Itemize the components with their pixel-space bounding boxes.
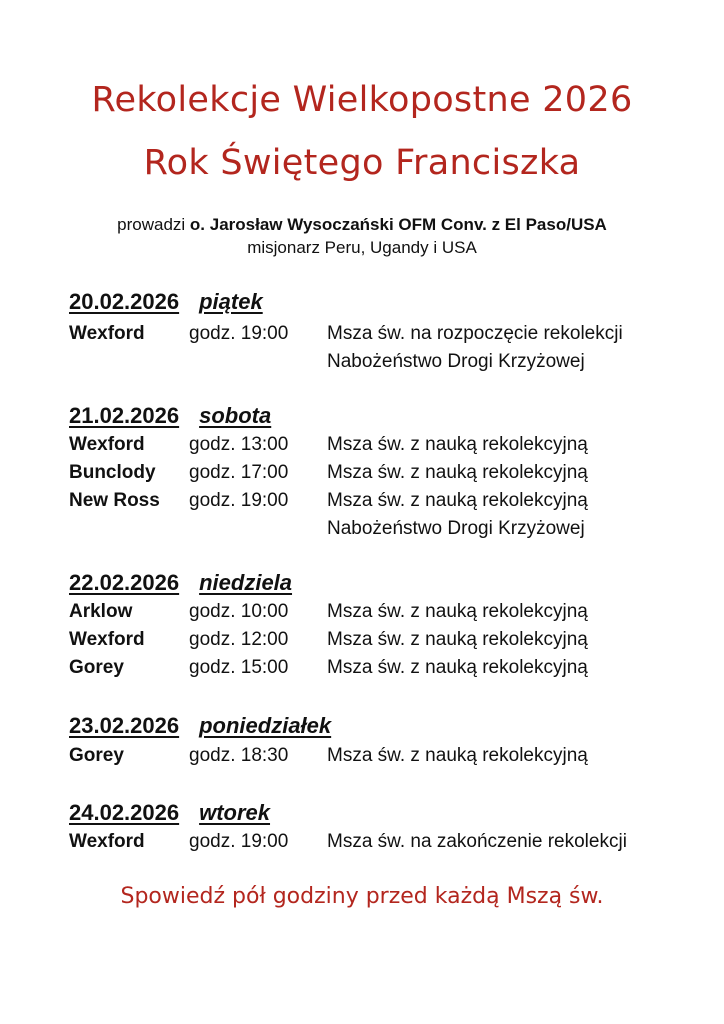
row-place: Arklow	[69, 601, 133, 622]
row-desc: Msza św. na rozpoczęcie rekolekcji	[327, 323, 623, 344]
day-weekday: sobota	[199, 403, 272, 428]
day-date: 23.02.2026	[69, 713, 180, 738]
day-date: 24.02.2026	[69, 800, 180, 825]
day-weekday: poniedziałek	[199, 713, 332, 738]
leader-prefix: prowadzi	[117, 215, 190, 234]
day-weekday: niedziela	[199, 570, 293, 595]
day-heading	[69, 713, 331, 739]
row-place: Wexford	[69, 434, 145, 455]
row-time: godz. 13:00	[189, 434, 289, 455]
schedule-row	[0, 657, 724, 683]
leader-line	[0, 215, 724, 235]
row-place: Gorey	[69, 745, 124, 766]
row-desc: Nabożeństwo Drogi Krzyżowej	[327, 351, 585, 372]
row-desc: Msza św. z nauką rekolekcyjną	[327, 462, 588, 483]
day-heading	[69, 570, 292, 596]
confession-note: Spowiedź pół godziny przed każdą Mszą św.	[120, 884, 604, 909]
day-date: 21.02.2026	[69, 403, 180, 428]
row-desc: Msza św. na zakończenie rekolekcji	[327, 831, 627, 852]
schedule-row	[0, 518, 724, 544]
schedule-row	[0, 490, 724, 516]
row-place: Bunclody	[69, 462, 156, 483]
day-heading	[69, 403, 271, 429]
row-desc: Nabożeństwo Drogi Krzyżowej	[327, 518, 585, 539]
leader-name: o. Jarosław Wysoczański OFM Conv. z El Paso/USA	[189, 215, 607, 234]
title-line-2: Rok Świętego Franciszka	[143, 143, 581, 183]
schedule-row	[0, 323, 724, 349]
row-desc: Msza św. z nauką rekolekcyjną	[327, 434, 588, 455]
row-desc: Msza św. z nauką rekolekcyjną	[327, 601, 588, 622]
row-place: Wexford	[69, 831, 145, 852]
day-heading	[69, 800, 270, 826]
row-desc: Msza św. z nauką rekolekcyjną	[327, 657, 588, 678]
row-time: godz. 19:00	[189, 831, 289, 852]
row-place: Wexford	[69, 323, 145, 344]
schedule-row	[0, 434, 724, 460]
title-line-1: Rekolekcje Wielkopostne 2026	[91, 80, 633, 120]
day-date: 22.02.2026	[69, 570, 180, 595]
day-date: 20.02.2026	[69, 289, 180, 314]
schedule-row	[0, 629, 724, 655]
row-time: godz. 12:00	[189, 629, 289, 650]
day-weekday: piątek	[199, 289, 263, 314]
day-weekday: wtorek	[199, 800, 271, 825]
row-place: Gorey	[69, 657, 124, 678]
leader-note: misjonarz Peru, Ugandy i USA	[247, 238, 477, 257]
schedule-row	[0, 745, 724, 771]
row-time: godz. 19:00	[189, 323, 289, 344]
schedule-row	[0, 462, 724, 488]
schedule-row	[0, 831, 724, 857]
row-time: godz. 10:00	[189, 601, 289, 622]
row-time: godz. 18:30	[189, 745, 289, 766]
row-time: godz. 17:00	[189, 462, 289, 483]
row-desc: Msza św. z nauką rekolekcyjną	[327, 745, 588, 766]
day-heading	[69, 289, 263, 315]
row-place: New Ross	[69, 490, 160, 511]
row-desc: Msza św. z nauką rekolekcyjną	[327, 490, 588, 511]
row-place: Wexford	[69, 629, 145, 650]
row-time: godz. 15:00	[189, 657, 289, 678]
schedule-row	[0, 351, 724, 377]
row-time: godz. 19:00	[189, 490, 289, 511]
row-desc: Msza św. z nauką rekolekcyjną	[327, 629, 588, 650]
schedule-row	[0, 601, 724, 627]
